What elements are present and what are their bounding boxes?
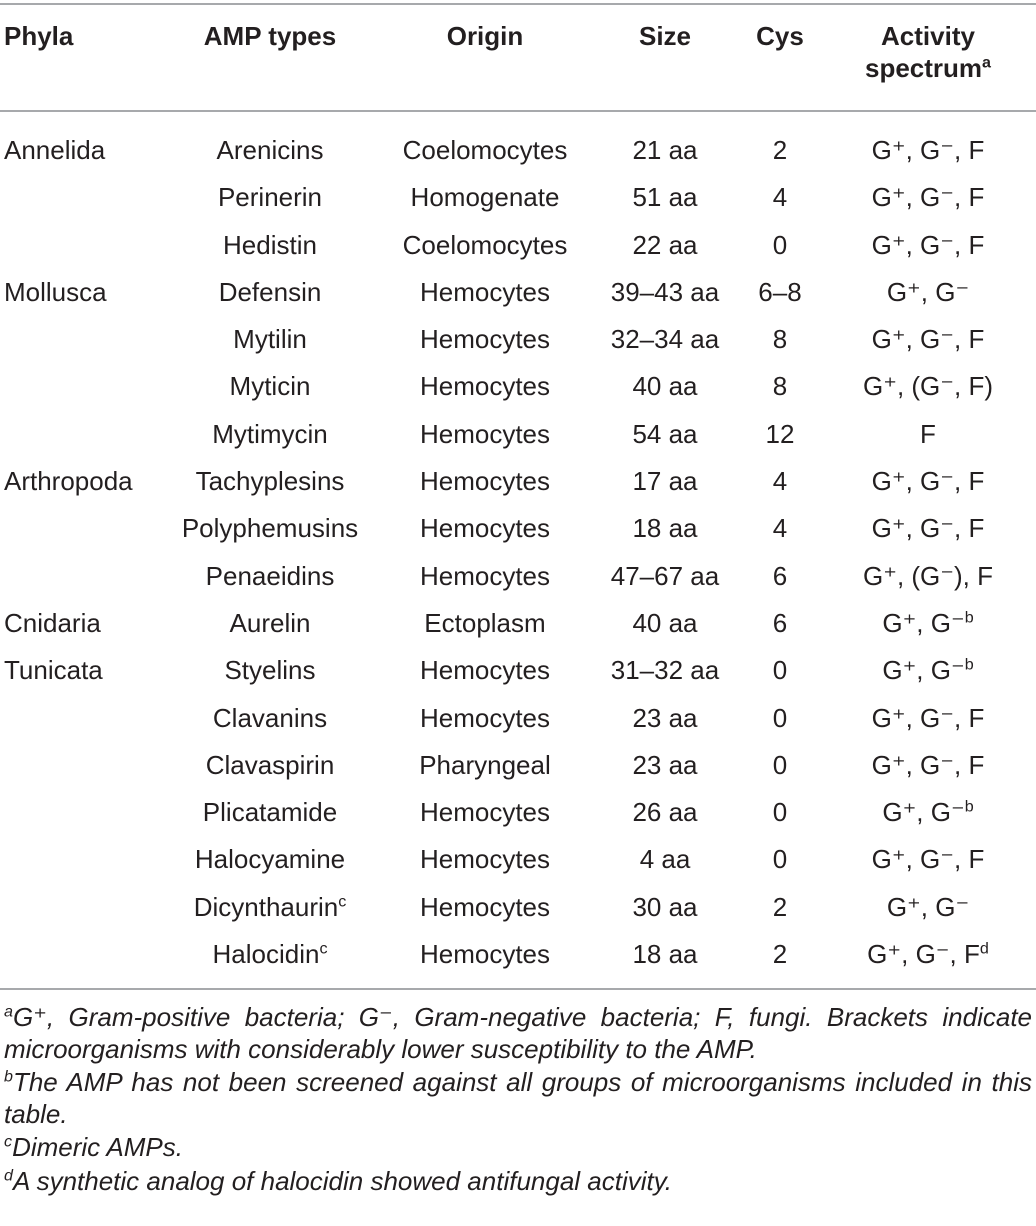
header-cys: Cys [756,21,804,51]
cell-phylum [0,222,160,269]
header-phyla: Phyla [4,21,74,51]
footnote-marker: d [979,939,989,958]
cell-activity: G⁺, G⁻$^b$ [882,655,974,686]
table-row [0,458,1036,505]
cell-size: 51 aa [632,182,698,213]
cell-phylum: Tunicata [4,655,103,686]
header-origin: Origin [446,21,524,51]
footnote-b [4,1067,1032,1130]
cell-size: 18 aa [632,939,698,970]
cell-origin: Hemocytes [419,513,551,544]
table-bottom-rule [0,988,1036,990]
table-header [0,20,1036,84]
cell-cys: 0 [772,702,788,733]
footnote-mark: c [4,1132,13,1151]
cell-phylum [0,931,160,978]
table-row [0,695,1036,742]
table-row [0,411,1036,458]
cell-amp-type: Perinerin [217,182,323,213]
footnote-marker: b [964,797,974,816]
cell-size: 23 aa [632,702,698,733]
cell-amp-type: Plicatamide [202,797,338,828]
cell-activity: G⁺, G⁻, F [871,749,985,780]
cell-origin: Hemocytes [419,939,551,970]
cell-activity: G⁺, G⁻, F [871,135,985,165]
cell-cys: 0 [772,797,788,828]
cell-activity: G⁺, G⁻$^b$ [882,607,974,638]
table-row [0,600,1036,647]
cell-cys: 6 [772,607,788,638]
cell-origin: Hemocytes [419,466,551,497]
cell-cys: 0 [772,844,788,875]
cell-phylum [0,411,160,458]
table-row [0,269,1036,316]
cell-activity: G⁺, G⁻, F [871,844,985,875]
cell-cys: 2 [772,135,788,165]
table-row [0,222,1036,269]
footnote-marker: a [982,53,991,72]
cell-activity: G⁺, G⁻ [886,891,970,922]
cell-cys: 4 [772,466,788,497]
footnote-marker: b [964,608,974,627]
header-activity-spectrum: Activity spectrum$^a$ [864,21,991,83]
cell-phylum: Annelida [4,135,106,165]
cell-origin: Hemocytes [419,371,551,402]
cell-amp-type: Polyphemusins [181,513,359,544]
cell-cys: 0 [772,749,788,780]
table-top-rule [0,3,1036,5]
cell-size: 23 aa [632,749,698,780]
cell-amp-type: Halocidin$^c$ [212,939,328,970]
cell-amp-type: Halocyamine [194,844,346,875]
cell-activity: G⁺, (G⁻, F) [863,371,993,402]
cell-cys: 4 [772,182,788,213]
cell-size: 40 aa [632,607,698,638]
cell-phylum [0,316,160,363]
cell-amp-type: Dicynthaurin$^c$ [193,891,347,922]
cell-cys: 12 [765,418,795,449]
cell-phylum: Mollusca [4,276,107,307]
table-row [0,553,1036,600]
cell-amp-type: Myticin [229,371,311,402]
table-row [0,931,1036,978]
cell-origin: Hemocytes [419,702,551,733]
cell-origin: Hemocytes [419,418,551,449]
table-row [0,127,1036,174]
table-row [0,363,1036,410]
header-size: Size [638,21,692,51]
cell-activity: F [920,418,936,449]
cell-cys: 6–8 [758,276,802,307]
cell-activity: G⁺, G⁻ [886,276,970,307]
cell-origin: Coelomocytes [402,135,568,165]
cell-size: 18 aa [632,513,698,544]
table-row [0,884,1036,931]
cell-origin: Hemocytes [419,797,551,828]
cell-cys: 0 [772,229,788,260]
cell-origin: Coelomocytes [402,229,568,260]
cell-amp-type: Tachyplesins [195,466,345,497]
footnotes [4,1002,1032,1199]
footnote-c [4,1132,1032,1164]
cell-amp-type: Clavaspirin [205,749,335,780]
cell-amp-type: Mytilin [233,324,307,355]
cell-activity: G⁺, G⁻, F [871,324,985,355]
cell-size: 39–43 aa [610,276,720,307]
footnote-marker: c [338,892,347,911]
cell-origin: Hemocytes [419,276,551,307]
cell-size: 31–32 aa [610,655,720,686]
footnote-mark: d [4,1165,13,1184]
cell-amp-type: Arenicins [216,135,324,165]
cell-activity: G⁺, G⁻, F [871,466,985,497]
cell-activity: G⁺, G⁻, F [871,702,985,733]
header-amp-types: AMP types [203,21,337,51]
cell-phylum [0,742,160,789]
header-row [0,20,1036,84]
table-row [0,742,1036,789]
cell-activity: G⁺, G⁻$^b$ [882,797,974,828]
cell-phylum [0,505,160,552]
cell-origin: Pharyngeal [419,749,551,780]
cell-phylum [0,363,160,410]
table-row [0,836,1036,883]
cell-phylum [0,695,160,742]
footnote-text: Dimeric AMPs. [12,1132,183,1162]
cell-activity: G⁺, G⁻, F [871,182,985,213]
cell-origin: Hemocytes [419,560,551,591]
cell-cys: 8 [772,371,788,402]
cell-phylum [0,836,160,883]
footnote-marker: c [319,939,328,958]
footnote-text: G⁺, Gram-positive bacteria; G⁻, Gram-negative bacteria; F, fungi. Brackets indicate microorganisms with considerably lower susceptibility to the AMP. [4,1002,1032,1064]
cell-phylum [0,789,160,836]
cell-origin: Hemocytes [419,891,551,922]
cell-phylum: Arthropoda [4,466,133,497]
cell-size: 47–67 aa [610,560,720,591]
footnote-text: The AMP has not been screened against all groups of microorganisms included in this table. [4,1067,1032,1129]
cell-size: 30 aa [632,891,698,922]
table-row [0,505,1036,552]
footnote-mark: a [4,1002,13,1021]
cell-phylum [0,174,160,221]
cell-activity: G⁺, G⁻, F [871,513,985,544]
cell-origin: Hemocytes [419,655,551,686]
cell-size: 26 aa [632,797,698,828]
cell-amp-type: Defensin [218,276,322,307]
table-header-rule [0,110,1036,112]
footnote-d [4,1166,1032,1198]
cell-size: 54 aa [632,418,698,449]
cell-size: 17 aa [632,466,698,497]
cell-activity: G⁺, G⁻, F [871,229,985,260]
cell-size: 40 aa [632,371,698,402]
footnote-a [4,1002,1032,1065]
cell-amp-type: Penaeidins [205,560,335,591]
cell-origin: Homogenate [410,182,560,213]
table-row [0,789,1036,836]
cell-origin: Hemocytes [419,324,551,355]
table-row [0,647,1036,694]
cell-amp-type: Mytimycin [212,418,328,449]
cell-cys: 2 [772,891,788,922]
footnote-text: A synthetic analog of halocidin showed antifungal activity. [12,1165,673,1196]
footnote-marker: b [964,655,974,674]
table-row [0,174,1036,221]
cell-phylum [0,553,160,600]
cell-cys: 4 [772,513,788,544]
cell-phylum: Cnidaria [4,607,101,638]
cell-activity: G⁺, G⁻, $F^d$ [867,939,989,970]
cell-cys: 6 [772,560,788,591]
cell-phylum [0,884,160,931]
cell-size: 22 aa [632,229,698,260]
cell-amp-type: Styelins [224,655,316,686]
cell-activity: G⁺, (G⁻), F [863,560,993,591]
footnote-mark: b [4,1067,13,1086]
cell-size: 4 aa [639,844,691,875]
cell-cys: 0 [772,655,788,686]
cell-size: 32–34 aa [610,324,720,355]
cell-amp-type: Hedistin [223,229,317,260]
cell-origin: Hemocytes [419,844,551,875]
cell-amp-type: Clavanins [212,702,328,733]
table-body [0,127,1036,978]
cell-amp-type: Aurelin [229,607,311,638]
cell-cys: 2 [772,939,788,970]
cell-origin: Ectoplasm [424,607,546,638]
cell-cys: 8 [772,324,788,355]
table-row [0,316,1036,363]
cell-size: 21 aa [632,135,698,165]
